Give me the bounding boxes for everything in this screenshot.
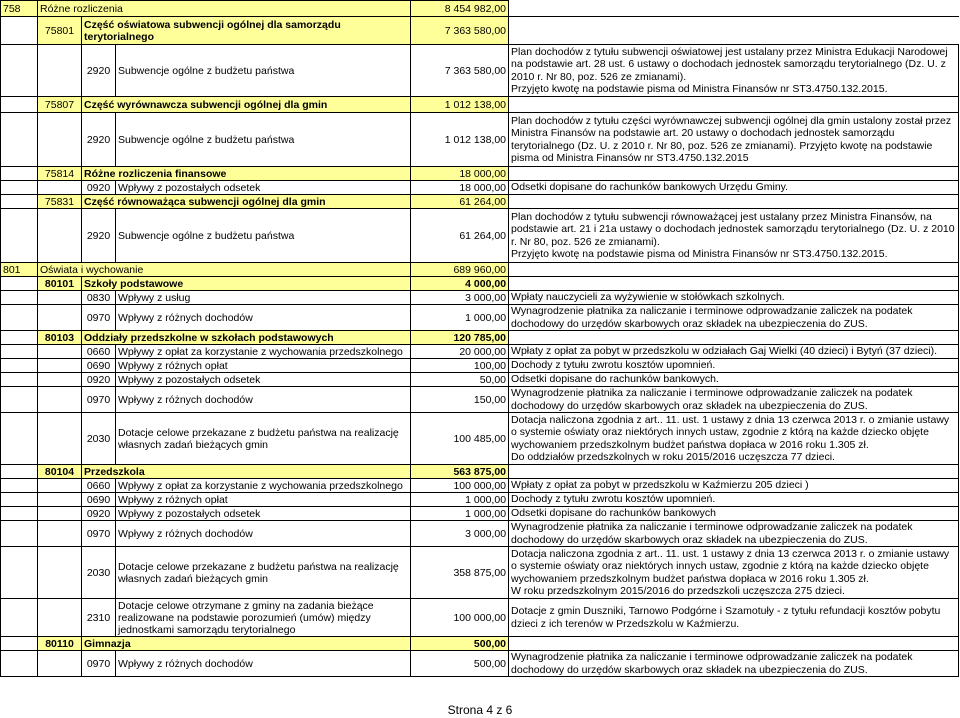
table-row: [1, 651, 959, 677]
paragraph-note: Plan dochodów z tytułu subwencji oświatowej jest ustalany przez Ministra Edukacji Narodowej na podstawie art. 28 ust. 6 ustawy o dochodach jednostek samorządu terytorialnego (Dz. U. z 2010 r. Nr 80, poz. 526 ze zmianami). Przyjęto kwotę na podstawie pisma od Ministra Finansów nr ST3.4750.132.2015.: [509, 45, 959, 97]
paragraph-note: Odsetki dopisane do rachunków bankowych Urzędu Gminy.: [509, 181, 959, 195]
paragraph-name: Subwencje ogólne z budżetu państwa: [116, 45, 411, 97]
chapter-name: Przedszkola: [82, 465, 411, 479]
paragraph-name: Wpływy z pozostałych odsetek: [116, 507, 411, 521]
paragraph-amount: 1 012 138,00: [411, 113, 509, 167]
table-row: [1, 209, 959, 263]
paragraph-name: Wpływy z różnych dochodów: [116, 651, 411, 677]
paragraph-note: Wynagrodzenie płatnika za naliczanie i terminowe odprowadzanie zaliczek na podatek dochodowy do urzędów skarbowych oraz składek na ubezpieczenia do ZUS.: [509, 651, 959, 677]
paragraph-code: 0970: [82, 651, 116, 677]
paragraph-note: Plan dochodów z tytułu części wyrównawczej subwencji ogólnej dla gmin ustalony został przez Ministra Finansów na podstawie art. 20 ustawy o dochodach jednostek samorządu terytorialnego (Dz. U. z 2010 r. Nr 80, poz. 526 ze zmianami). Przyjęto kwotę na podstawie pisma od Ministra Finansów nr ST3.4750.132.2015: [509, 113, 959, 167]
table-row: [1, 507, 959, 521]
table-row: [1, 181, 959, 195]
paragraph-amount: 1 000,00: [411, 507, 509, 521]
section-name: Oświata i wychowanie: [38, 263, 411, 277]
section-code: 758: [1, 1, 38, 17]
table-row: [1, 413, 959, 465]
paragraph-amount: 1 000,00: [411, 493, 509, 507]
paragraph-name: Wpływy z różnych dochodów: [116, 521, 411, 547]
paragraph-code: 0970: [82, 305, 116, 331]
paragraph-note: Wynagrodzenie płatnika za naliczanie i terminowe odprowadzanie zaliczek na podatek dochodowy do urzędów skarbowych oraz składek na ubezpieczenia do ZUS.: [509, 521, 959, 547]
chapter-name: Różne rozliczenia finansowe: [82, 167, 411, 181]
paragraph-note: Wpłaty z opłat za pobyt w przedszkolu w odziałach Gaj Wielki (40 dzieci) i Bytyń (37 dzieci).: [509, 345, 959, 359]
paragraph-code: 0660: [82, 479, 116, 493]
paragraph-code: 2920: [82, 209, 116, 263]
table-row: [1, 479, 959, 493]
paragraph-amount: 50,00: [411, 373, 509, 387]
chapter-row: [1, 465, 959, 479]
paragraph-amount: 358 875,00: [411, 547, 509, 599]
table-row: [1, 305, 959, 331]
paragraph-code: 0970: [82, 521, 116, 547]
chapter-name: Oddziały przedszkolne w szkołach podstawowych: [82, 331, 411, 345]
chapter-code: 75814: [38, 167, 82, 181]
paragraph-code: 0920: [82, 507, 116, 521]
chapter-code: 80110: [38, 637, 82, 651]
paragraph-code: 0830: [82, 291, 116, 305]
table-row: [1, 345, 959, 359]
paragraph-code: 2920: [82, 113, 116, 167]
paragraph-note: Odsetki dopisane do rachunków bankowych: [509, 507, 959, 521]
paragraph-amount: 100 485,00: [411, 413, 509, 465]
table-row: [1, 599, 959, 637]
section-row: [1, 263, 959, 277]
chapter-amount: 1 012 138,00: [411, 97, 509, 113]
paragraph-code: 2310: [82, 599, 116, 637]
paragraph-note: Dotacja naliczona zgodnia z art.. 11. ust. 1 ustawy z dnia 13 czerwca 2013 r. o zmianie ustawy o systemie oświaty oraz niektórych innych ustaw, zgodnie z którą na każde dziecko objęte wychowaniem przedszkolnym budżet państwa dopłaca w 2016 roku 1.305 zł. W roku przedszkolnym 2015/2016 do przedszkoli uczęszcza 275 dzieci.: [509, 547, 959, 599]
table-row: [1, 113, 959, 167]
chapter-row: [1, 97, 959, 113]
paragraph-name: Wpływy z różnych opłat: [116, 493, 411, 507]
paragraph-code: 0970: [82, 387, 116, 413]
paragraph-amount: 61 264,00: [411, 209, 509, 263]
paragraph-code: 0920: [82, 373, 116, 387]
paragraph-code: 0690: [82, 493, 116, 507]
table-row: [1, 387, 959, 413]
chapter-amount: 7 363 580,00: [411, 17, 509, 45]
paragraph-note: Plan dochodów z tytułu subwencji równoważącej jest ustalany przez Ministra Finansów, na podstawie art. 21 i 21a ustawy o dochodach jednostek samorządu terytorialnego (Dz. U. z 2010 r. Nr 80, poz. 526 ze zmianami). Przyjęto kwotę na podstawie pisma od Ministra Finansów nr ST3.4750.132.2015.: [509, 209, 959, 263]
chapter-code: 80103: [38, 331, 82, 345]
paragraph-name: Wpływy z pozostałych odsetek: [116, 373, 411, 387]
paragraph-amount: 500,00: [411, 651, 509, 677]
paragraph-code: 0920: [82, 181, 116, 195]
paragraph-amount: 1 000,00: [411, 305, 509, 331]
table-row: [1, 493, 959, 507]
chapter-row: [1, 167, 959, 181]
paragraph-amount: 100,00: [411, 359, 509, 373]
chapter-amount: 120 785,00: [411, 331, 509, 345]
paragraph-name: Subwencje ogólne z budżetu państwa: [116, 113, 411, 167]
paragraph-note: Wpłaty nauczycieli za wyżywienie w stołówkach szkolnych.: [509, 291, 959, 305]
paragraph-name: Wpływy z różnych opłat: [116, 359, 411, 373]
paragraph-amount: 100 000,00: [411, 599, 509, 637]
paragraph-amount: 100 000,00: [411, 479, 509, 493]
chapter-name: Gimnazja: [82, 637, 411, 651]
paragraph-amount: 7 363 580,00: [411, 45, 509, 97]
chapter-name: Szkoły podstawowe: [82, 277, 411, 291]
section-amount: 689 960,00: [411, 263, 509, 277]
paragraph-name: Dotacje celowe przekazane z budżetu państwa na realizację własnych zadań bieżących gmin: [116, 547, 411, 599]
section-amount: 8 454 982,00: [411, 1, 509, 17]
chapter-amount: 4 000,00: [411, 277, 509, 291]
table-row: [1, 291, 959, 305]
chapter-code: 75831: [38, 195, 82, 209]
paragraph-code: 2920: [82, 45, 116, 97]
table-row: [1, 45, 959, 97]
chapter-name: Część wyrównawcza subwencji ogólnej dla gmin: [82, 97, 411, 113]
chapter-code: 75801: [38, 17, 82, 45]
paragraph-note: Wpłaty z opłat za pobyt w przedszkolu w Kaźmierzu 205 dzieci ): [509, 479, 959, 493]
paragraph-amount: 18 000,00: [411, 181, 509, 195]
chapter-row: [1, 17, 959, 45]
section-row: [1, 1, 959, 17]
paragraph-amount: 3 000,00: [411, 291, 509, 305]
chapter-amount: 563 875,00: [411, 465, 509, 479]
paragraph-note: Dochody z tytułu zwrotu kosztów upomnień.: [509, 359, 959, 373]
paragraph-note: Dotacja naliczona zgodnia z art.. 11. ust. 1 ustawy z dnia 13 czerwca 2013 r. o zmianie ustawy o systemie oświaty oraz niektórych innych ustaw, zgodnie z którą na każde dziecko objęte wychowaniem przedszkolnym budżet państwa dopłaca w 2016 roku 1.305 zł. Do oddziałów przedszkolnych w roku 2015/2016 uczęszcza 77 dzieci.: [509, 413, 959, 465]
paragraph-amount: 3 000,00: [411, 521, 509, 547]
paragraph-note: Dotacje z gmin Duszniki, Tarnowo Podgórne i Szamotuły - z tytułu refundacji kosztów pobytu dzieci z ich terenów w Przedszkolu w Kaźmierzu.: [509, 599, 959, 637]
paragraph-code: 2030: [82, 547, 116, 599]
table-row: [1, 547, 959, 599]
paragraph-name: Wpływy z opłat za korzystanie z wychowania przedszkolnego: [116, 345, 411, 359]
paragraph-code: 2030: [82, 413, 116, 465]
paragraph-note: Dochody z tytułu zwrotu kosztów upomnień.: [509, 493, 959, 507]
chapter-row: [1, 195, 959, 209]
paragraph-name: Wpływy z pozostałych odsetek: [116, 181, 411, 195]
paragraph-amount: 150,00: [411, 387, 509, 413]
paragraph-name: Dotacje celowe przekazane z budżetu państwa na realizację własnych zadań bieżących gmin: [116, 413, 411, 465]
paragraph-name: Wpływy z różnych dochodów: [116, 387, 411, 413]
chapter-code: 75807: [38, 97, 82, 113]
paragraph-name: Wpływy z opłat za korzystanie z wychowania przedszkolnego: [116, 479, 411, 493]
table-row: [1, 373, 959, 387]
chapter-amount: 500,00: [411, 637, 509, 651]
chapter-code: 80104: [38, 465, 82, 479]
table-row: [1, 521, 959, 547]
chapter-code: 80101: [38, 277, 82, 291]
chapter-amount: 18 000,00: [411, 167, 509, 181]
paragraph-name: Wpływy z usług: [116, 291, 411, 305]
paragraph-name: Subwencje ogólne z budżetu państwa: [116, 209, 411, 263]
chapter-name: Część oświatowa subwencji ogólnej dla samorządu terytorialnego: [82, 17, 411, 45]
paragraph-note: Wynagrodzenie płatnika za naliczanie i terminowe odprowadzanie zaliczek na podatek dochodowy do urzędów skarbowych oraz składek na ubezpieczenia do ZUS.: [509, 387, 959, 413]
paragraph-note: Wynagrodzenie płatnika za naliczanie i terminowe odprowadzanie zaliczek na podatek dochodowy do urzędów skarbowych oraz składek na ubezpieczenia do ZUS.: [509, 305, 959, 331]
paragraph-code: 0690: [82, 359, 116, 373]
paragraph-name: Dotacje celowe otrzymane z gminy na zadania bieżące realizowane na podstawie porozumień (umów) między jednostkami samorządu terytorialnego: [116, 599, 411, 637]
paragraph-name: Wpływy z różnych dochodów: [116, 305, 411, 331]
table-row: [1, 359, 959, 373]
paragraph-amount: 20 000,00: [411, 345, 509, 359]
chapter-name: Część równoważąca subwencji ogólnej dla gmin: [82, 195, 411, 209]
section-name: Różne rozliczenia: [38, 1, 411, 17]
chapter-row: [1, 331, 959, 345]
paragraph-code: 0660: [82, 345, 116, 359]
section-code: 801: [1, 263, 38, 277]
chapter-row: [1, 637, 959, 651]
page-number: Strona 4 z 6: [447, 703, 513, 717]
paragraph-note: Odsetki dopisane do rachunków bankowych.: [509, 373, 959, 387]
chapter-row: [1, 277, 959, 291]
chapter-amount: 61 264,00: [411, 195, 509, 209]
